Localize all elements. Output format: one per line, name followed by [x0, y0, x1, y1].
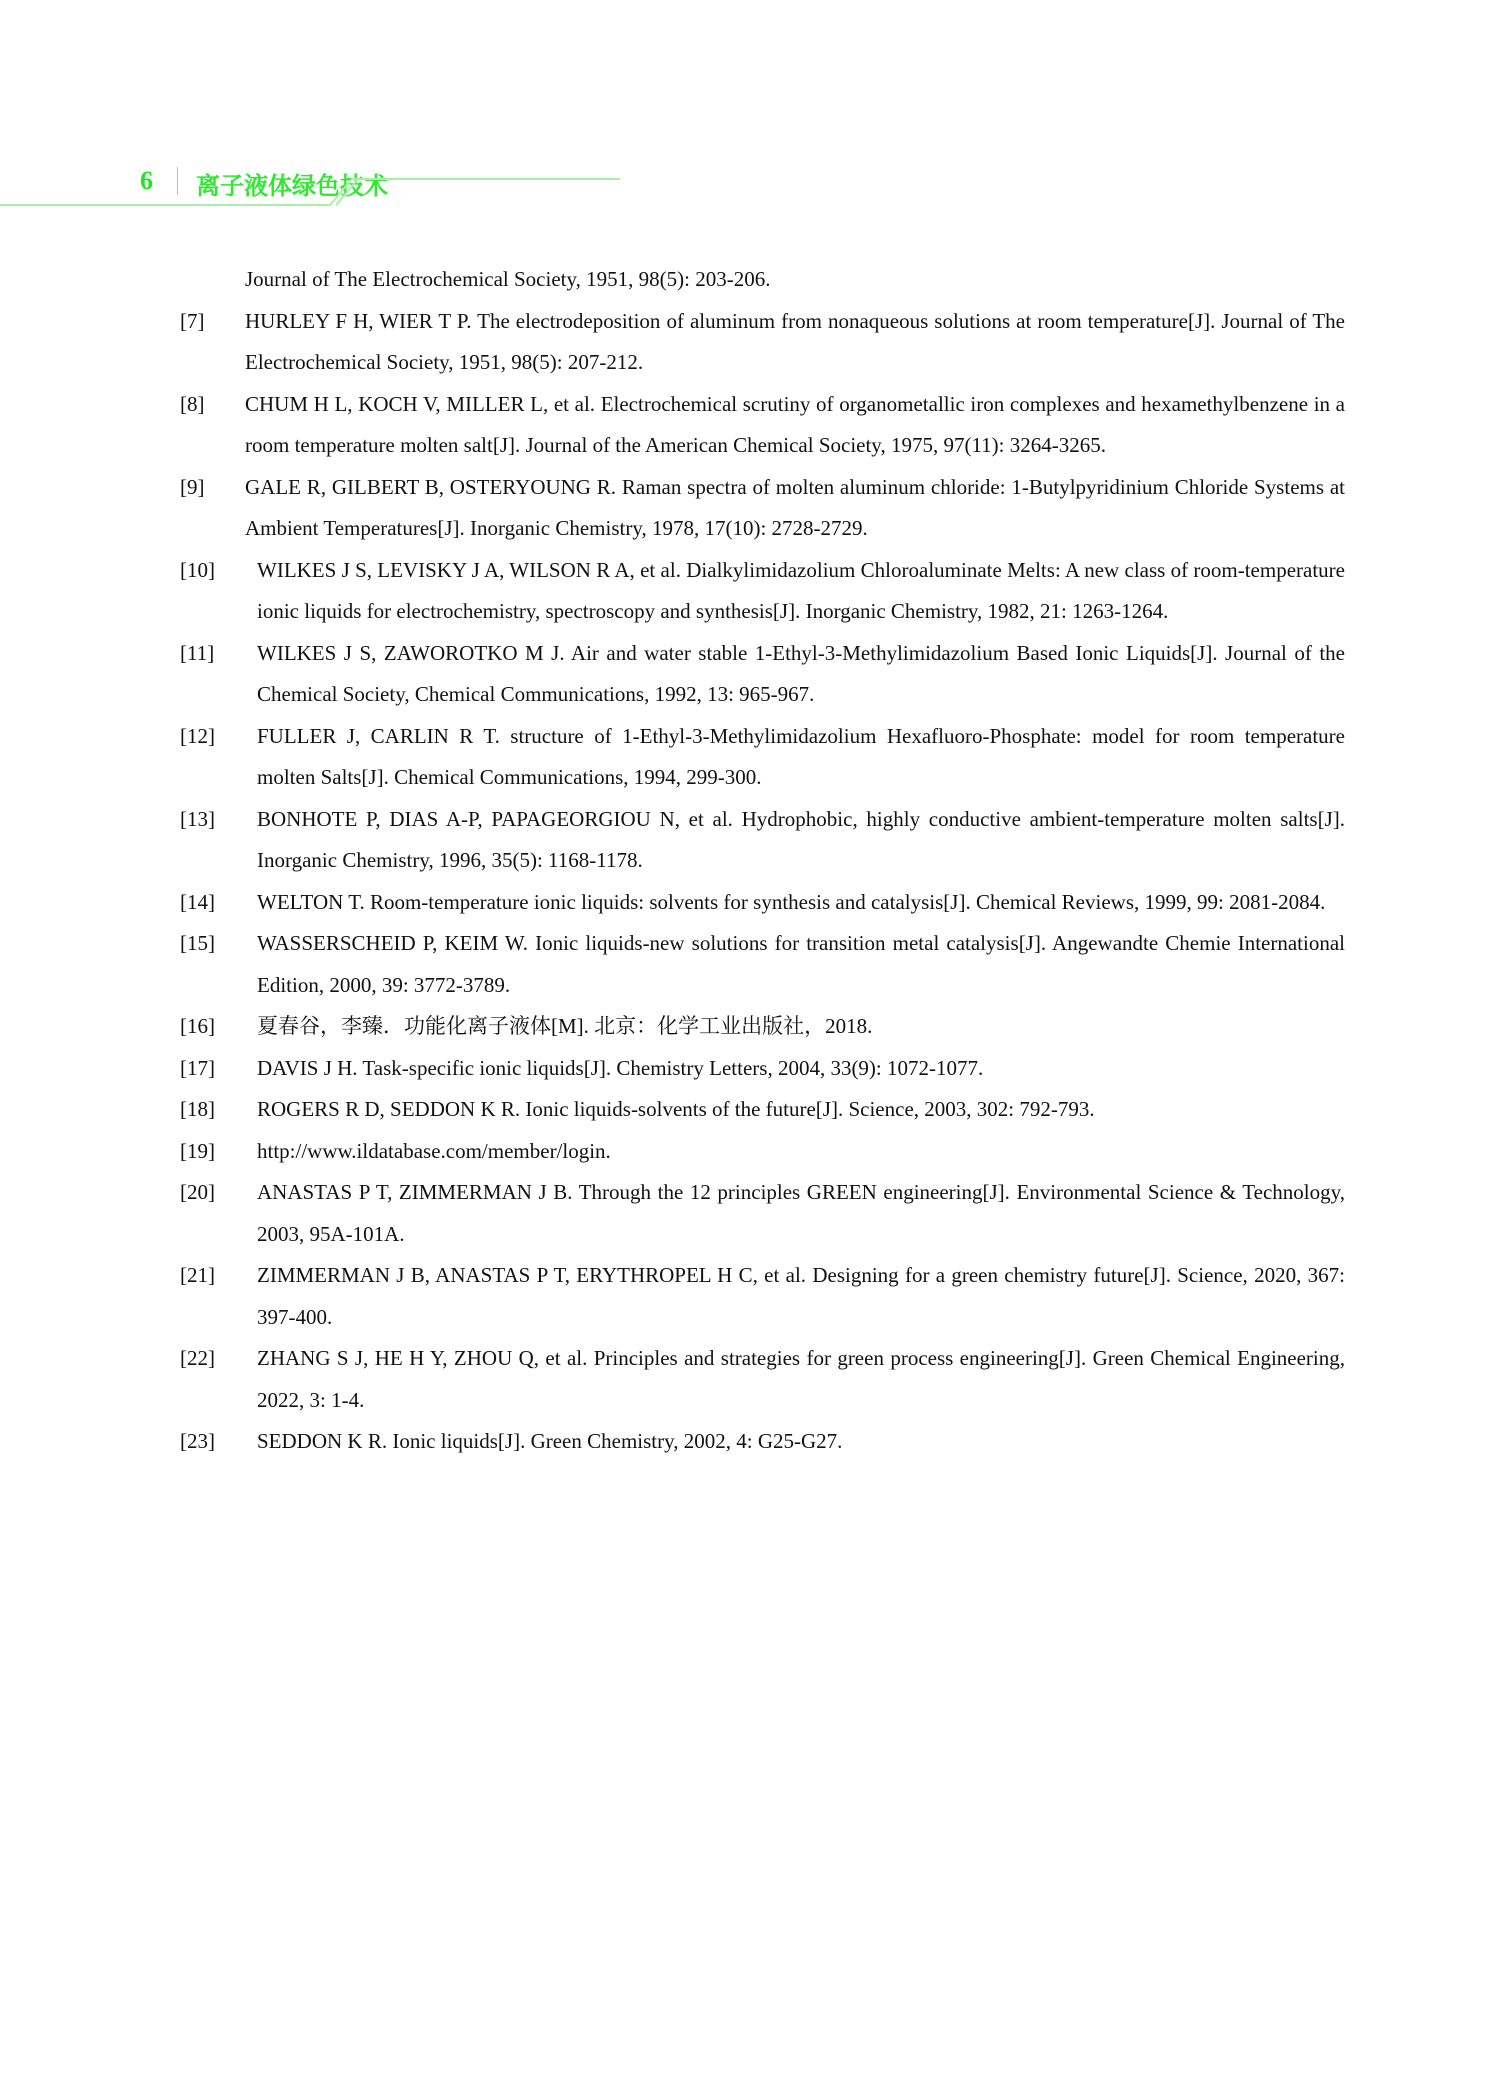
reference-item — [180, 384, 1345, 467]
reference-number: [19] — [180, 1138, 215, 1163]
reference-number: [10] — [180, 557, 215, 582]
reference-number: [13] — [180, 806, 215, 831]
reference-item — [180, 1006, 1345, 1048]
reference-text: HURLEY F H, WIER T P. The electrodeposition of aluminum from nonaqueous solutions at room temperature[J]. Journal of The Electrochemical Society, 1951, 98(5): 207-212. — [245, 308, 1345, 374]
reference-text: SEDDON K R. Ionic liquids[J]. Green Chemistry, 2002, 4: G25-G27. — [257, 1429, 843, 1453]
reference-number: [12] — [180, 723, 215, 748]
reference-text: WELTON T. Room-temperature ionic liquids: solvents for synthesis and catalysis[J]. Chemical Reviews, 1999, 99: 2081-2084. — [257, 889, 1326, 914]
reference-text: ROGERS R D, SEDDON K R. Ionic liquids-solvents of the future[J]. Science, 2003, 302: 792-793. — [257, 1097, 1095, 1121]
reference-item — [180, 1089, 1345, 1131]
reference-item — [180, 923, 1345, 1006]
reference-number: [15] — [180, 931, 215, 955]
reference-item — [180, 1048, 1345, 1090]
reference-number: [16] — [180, 1014, 215, 1038]
reference-item — [180, 1131, 1345, 1173]
reference-number: [7] — [180, 308, 205, 333]
reference-text: CHUM H L, KOCH V, MILLER L, et al. Electrochemical scrutiny of organometallic iron complexes and hexamethylbenzene in a room temperature molten salt[J]. Journal of the American Chemical Society, 1975, 97(11): 3264-3265. — [245, 391, 1345, 457]
reference-item — [180, 550, 1345, 633]
reference-item — [180, 1421, 1345, 1463]
reference-text: GALE R, GILBERT B, OSTERYOUNG R. Raman spectra of molten aluminum chloride: 1-Butylpyridinium Chloride Systems at Ambient Temperatures[J]. Inorganic Chemistry, 1978, 17(10): 2728-2729. — [245, 474, 1345, 540]
reference-text: WILKES J S, ZAWOROTKO M J. Air and water stable 1-Ethyl-3-Methylimidazolium Based Ionic Liquids[J]. Journal of the Chemical Society, Chemical Communications, 1992, 13: 965-967. — [257, 640, 1345, 706]
reference-item — [180, 301, 1345, 384]
reference-text: DAVIS J H. Task-specific ionic liquids[J]. Chemistry Letters, 2004, 33(9): 1072-1077. — [257, 1055, 984, 1080]
reference-number: [20] — [180, 1180, 215, 1204]
reference-text: WILKES J S, LEVISKY J A, WILSON R A, et al. Dialkylimidazolium Chloroaluminate Melts: A new class of room-temperature ionic liquids for electrochemistry, spectroscopy and synthesis[J]. Inorganic Chemistry, 1982, 21: 1263-1264. — [257, 557, 1345, 623]
reference-list — [180, 259, 1345, 1463]
reference-number: [23] — [180, 1429, 215, 1453]
reference-text: 夏春谷，李臻．功能化离子液体[M]. 北京：化学工业出版社，2018. — [257, 1014, 873, 1038]
reference-item — [180, 716, 1345, 799]
reference-number: [17] — [180, 1055, 215, 1080]
reference-text: WASSERSCHEID P, KEIM W. Ionic liquids-new solutions for transition metal catalysis[J]. Angewandte Chemie International Edition, 2000, 39: 3772-3789. — [257, 931, 1345, 997]
reference-text[interactable]: http://www.ildatabase.com/member/login. — [257, 1138, 611, 1163]
reference-number: [21] — [180, 1263, 215, 1287]
reference-number: [8] — [180, 391, 205, 416]
reference-text: ZHANG S J, HE H Y, ZHOU Q, et al. Principles and strategies for green process engineering[J]. Green Chemical Engineering, 2022, 3: 1-4. — [257, 1346, 1345, 1412]
reference-number: [11] — [180, 640, 215, 665]
header-rule — [0, 170, 640, 210]
reference-continuation: Journal of The Electrochemical Society, 1951, 98(5): 203-206. — [245, 267, 771, 291]
reference-item — [180, 1338, 1345, 1421]
reference-text: BONHOTE P, DIAS A-P, PAPAGEORGIOU N, et al. Hydrophobic, highly conductive ambient-temperature molten salts[J]. Inorganic Chemistry, 1996, 35(5): 1168-1178. — [257, 806, 1345, 872]
reference-number: [9] — [180, 474, 205, 499]
reference-item — [180, 1255, 1345, 1338]
reference-number: [22] — [180, 1346, 215, 1370]
page-number: 6 — [140, 166, 153, 195]
reference-text: ZIMMERMAN J B, ANASTAS P T, ERYTHROPEL H C, et al. Designing for a green chemistry future[J]. Science, 2020, 367: 397-400. — [257, 1263, 1345, 1329]
book-title: 离子液体绿色技术 — [196, 172, 388, 200]
reference-number: [18] — [180, 1097, 215, 1121]
reference-text: ANASTAS P T, ZIMMERMAN J B. Through the 12 principles GREEN engineering[J]. Environmental Science & Technology, 2003, 95A-101A. — [257, 1180, 1345, 1246]
reference-item — [180, 633, 1345, 716]
reference-item — [180, 1172, 1345, 1255]
reference-number: [14] — [180, 889, 215, 914]
reference-item — [180, 882, 1345, 924]
reference-text: FULLER J, CARLIN R T. structure of 1-Ethyl-3-Methylimidazolium Hexafluoro-Phosphate: model for room temperature molten Salts[J]. Chemical Communications, 1994, 299-300. — [257, 723, 1345, 789]
reference-item — [180, 799, 1345, 882]
reference-item — [180, 467, 1345, 550]
